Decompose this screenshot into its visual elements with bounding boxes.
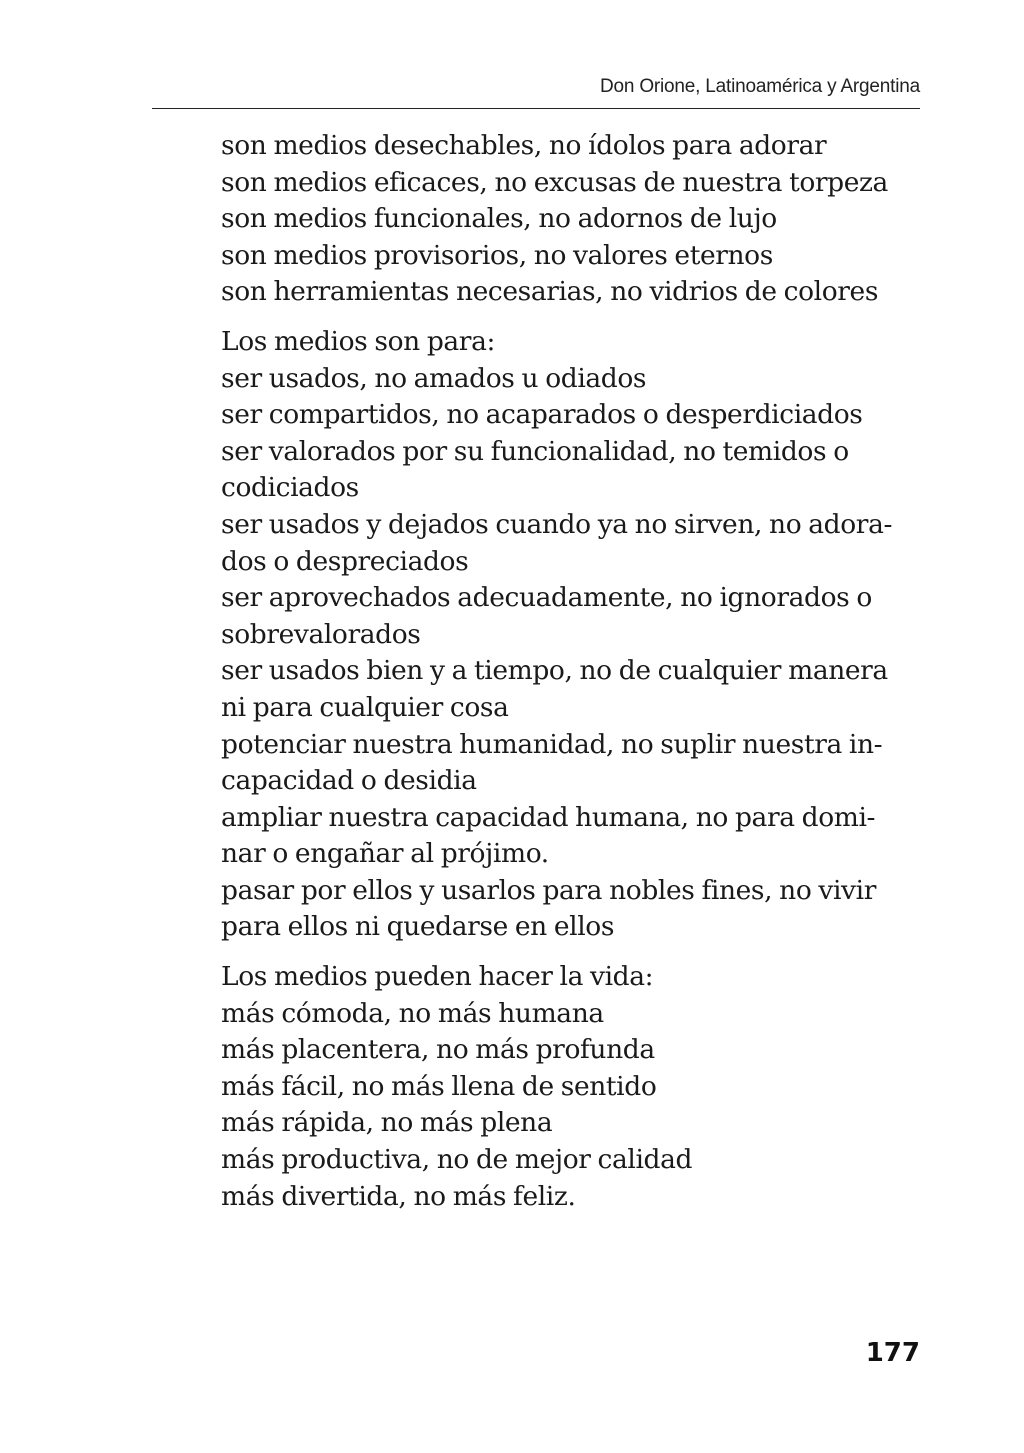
text-line: pasar por ellos y usarlos para nobles fines, no vivir <box>221 874 876 906</box>
text-line: dos o despreciados <box>221 545 469 577</box>
text-line: más rápida, no más plena <box>221 1107 553 1139</box>
text-line: ser aprovechados adecuadamente, no ignorados o <box>221 582 872 614</box>
text-line: son medios eficaces, no excusas de nuestra torpeza <box>221 166 888 198</box>
text-line: potenciar nuestra humanidad, no suplir nuestra in- <box>221 728 883 760</box>
stanza <box>221 128 921 311</box>
poem-body <box>221 128 921 1215</box>
text-line: capacidad o desidia <box>221 765 477 797</box>
text-line: codiciados <box>221 472 359 504</box>
running-header <box>152 74 920 109</box>
text-line: son herramientas necesarias, no vidrios de colores <box>221 276 879 308</box>
text-line: más cómoda, no más humana <box>221 997 604 1029</box>
stanza <box>221 959 921 1215</box>
stanza <box>221 324 921 946</box>
text-line: son medios provisorios, no valores eternos <box>221 239 773 271</box>
text-line: sobrevalorados <box>221 618 421 650</box>
text-line: ser valorados por su funcionalidad, no temidos o <box>221 435 849 467</box>
page-number: 177 <box>865 1338 920 1368</box>
running-header-title: Don Orione, Latinoamérica y Argentina <box>599 76 920 97</box>
text-line: ser usados bien y a tiempo, no de cualquier manera <box>221 655 888 687</box>
text-line: más fácil, no más llena de sentido <box>221 1070 657 1102</box>
text-line: ampliar nuestra capacidad humana, no para domi- <box>221 801 876 833</box>
text-line: para ellos ni quedarse en ellos <box>221 911 615 943</box>
text-line: más divertida, no más feliz. <box>221 1180 576 1212</box>
text-line: son medios desechables, no ídolos para adorar <box>221 130 827 161</box>
text-line: ni para cualquier cosa <box>221 691 509 723</box>
text-line: ser usados, no amados u odiados <box>221 362 647 394</box>
text-line: Los medios son para: <box>221 325 496 357</box>
text-line: Los medios pueden hacer la vida: <box>221 961 654 993</box>
text-line: nar o engañar al prójimo. <box>221 838 549 870</box>
text-line: ser usados y dejados cuando ya no sirven, no adora- <box>221 508 893 540</box>
text-line: más placentera, no más profunda <box>221 1034 655 1066</box>
text-line: ser compartidos, no acaparados o desperdiciados <box>221 399 863 431</box>
text-line: más productiva, no de mejor calidad <box>221 1144 693 1176</box>
text-line: son medios funcionales, no adornos de lujo <box>221 203 777 235</box>
